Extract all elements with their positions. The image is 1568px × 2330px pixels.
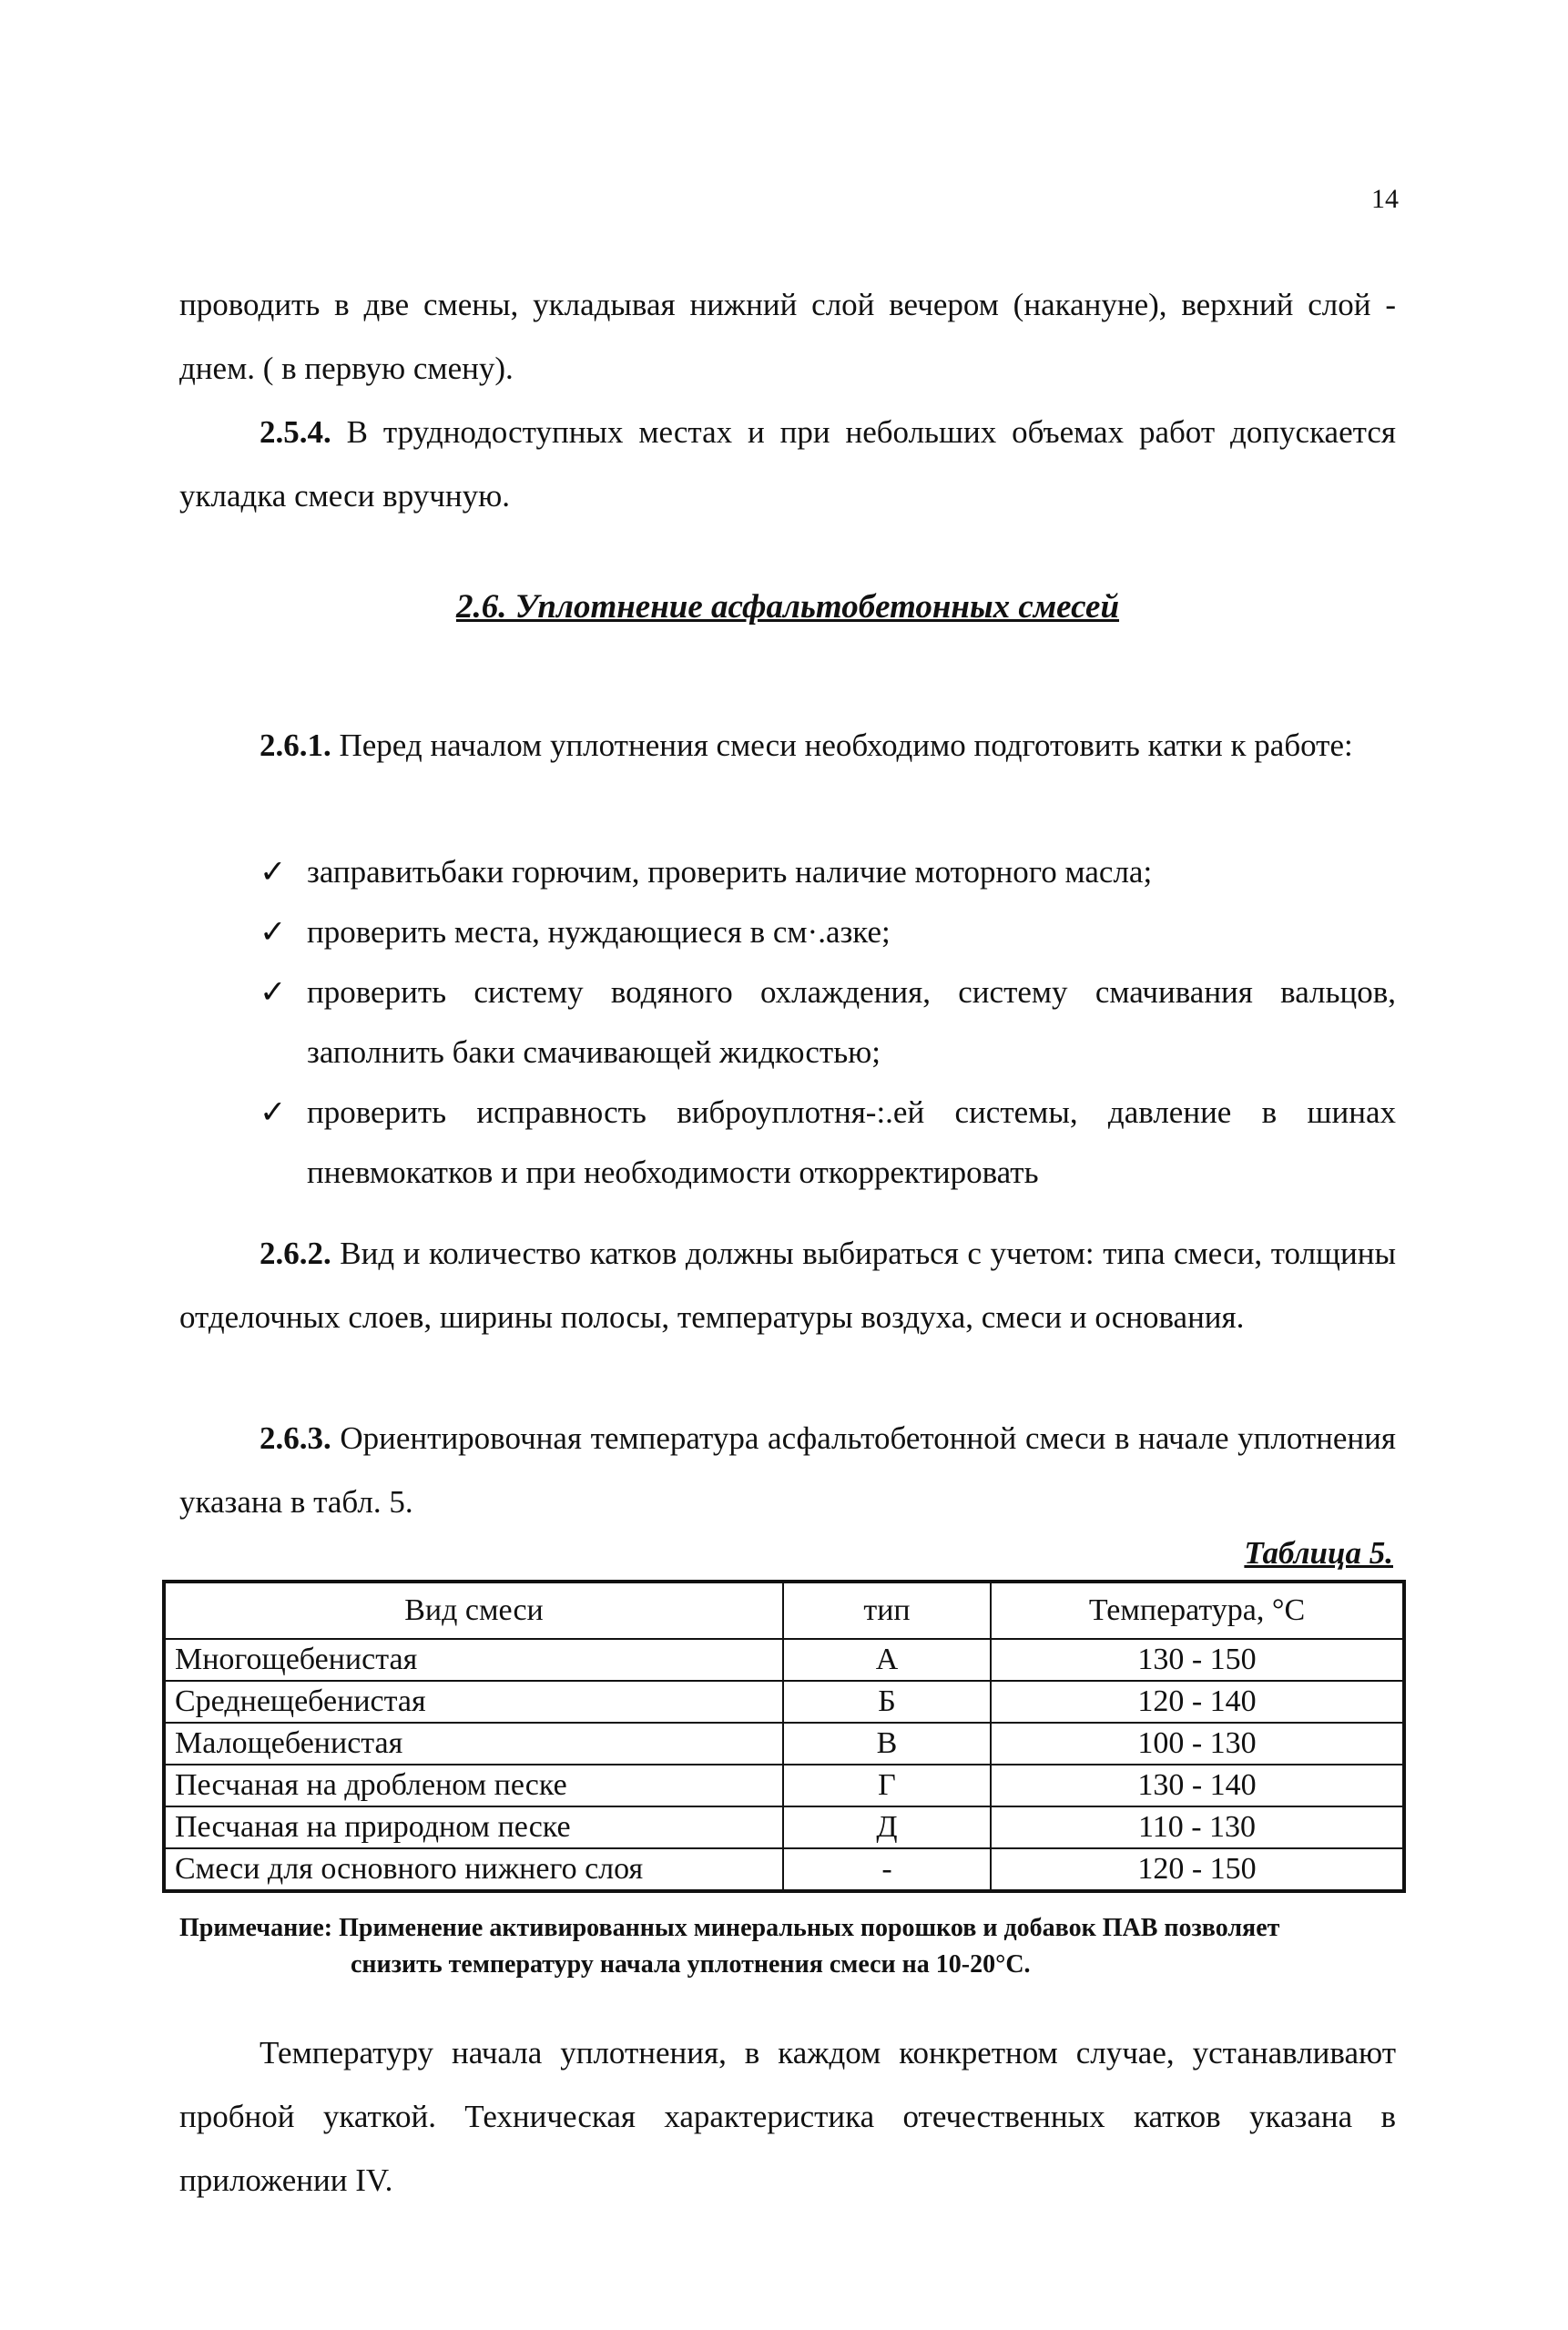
table-row [164, 1806, 1404, 1848]
paragraph-2-6-3 [179, 1407, 1396, 1534]
paragraph-2-5-4 [179, 401, 1396, 528]
paragraph-final: Температуру начала уплотнения, в каждом конкретном случае, устанавливают пробной укаткой. Техническая характеристика отечественных катков указана в приложении IV. [179, 2035, 1396, 2198]
clause-text: Перед началом уплотнения смеси необходимо подготовить катки к работе: [331, 727, 1353, 763]
table-cell: Г [783, 1765, 991, 1806]
table-note [179, 1910, 1400, 1983]
clause-text: Ориентировочная температура асфальтобетонной смеси в начале уплотнения указана в табл. 5. [179, 1420, 1396, 1520]
table-cell: 130 - 140 [991, 1765, 1404, 1806]
table-row [164, 1681, 1404, 1723]
check-icon: ✓ [260, 974, 287, 1010]
paragraph-continuation: проводить в две смены, укладывая нижний слой вечером (накануне), верхний слой - днем. ( в первую смену). [179, 287, 1396, 386]
section-heading: 2.6. Уплотнение асфальтобетонных смесей [455, 588, 1120, 626]
table-cell: 120 - 150 [991, 1848, 1404, 1891]
table-cell: 100 - 130 [991, 1723, 1404, 1765]
checklist-item: ✓ проверить места, нуждающиеся в см·.азке; [179, 902, 1396, 962]
table-row [164, 1848, 1404, 1891]
clause-number: 2.6.3. [260, 1420, 331, 1456]
checklist [179, 842, 1396, 1203]
table-row [164, 1723, 1404, 1765]
check-icon: ✓ [260, 1094, 287, 1130]
clause-number: 2.5.4. [260, 414, 331, 450]
table-cell: Песчаная на природном песке [164, 1806, 783, 1848]
column-header: тип [783, 1582, 991, 1639]
page-number: 14 [1371, 184, 1399, 214]
column-header: Вид смеси [164, 1582, 783, 1639]
check-icon: ✓ [260, 854, 287, 890]
paragraph-2-6-2 [179, 1222, 1396, 1349]
clause-text: В труднодоступных местах и при небольших объемах работ допускается укладка смеси вручную. [179, 414, 1396, 514]
table-cell: Среднещебенистая [164, 1681, 783, 1723]
table-cell: Малощебенистая [164, 1723, 783, 1765]
clause-number: 2.6.2. [260, 1236, 331, 1271]
checklist-item: ✓ проверить исправность виброуплотня-:.ей системы, давление в шинах пневмокатков и при необходимости откорректировать [179, 1083, 1396, 1203]
table-cell: Песчаная на дробленом песке [164, 1765, 783, 1806]
note-line: Примечание: Применение активированных минеральных порошков и добавок ПАВ позволяет [179, 1914, 1280, 1942]
table-row [164, 1639, 1404, 1681]
table-caption: Таблица 5. [1244, 1535, 1393, 1571]
table-cell: 110 - 130 [991, 1806, 1404, 1848]
clause-number: 2.6.1. [260, 727, 331, 763]
table-cell: Д [783, 1806, 991, 1848]
note-line: снизить температуру начала уплотнения смеси на 10-20°С. [351, 1950, 1031, 1979]
table-row [164, 1765, 1404, 1806]
table-cell: Б [783, 1681, 991, 1723]
checklist-item: ✓ заправитьбаки горючим, проверить наличие моторного масла; [179, 842, 1396, 902]
table-cell: А [783, 1639, 991, 1681]
column-header: Температура, °С [991, 1582, 1404, 1639]
table-cell: Многощебенистая [164, 1639, 783, 1681]
table-cell: В [783, 1723, 991, 1765]
table-cell: - [783, 1848, 991, 1891]
temperature-table [162, 1580, 1406, 1893]
checklist-item: ✓ проверить систему водяного охлаждения, систему смачивания вальцов, заполнить баки смачивающей жидкостью; [179, 962, 1396, 1083]
table-cell: Смеси для основного нижнего слоя [164, 1848, 783, 1891]
table-cell: 130 - 150 [991, 1639, 1404, 1681]
table-cell: 120 - 140 [991, 1681, 1404, 1723]
table-header-row [164, 1582, 1404, 1639]
clause-text: Вид и количество катков должны выбираться с учетом: типа смеси, толщины отделочных слоев, ширины полосы, температуры воздуха, смеси и основания. [179, 1236, 1396, 1335]
paragraph-2-6-1 [179, 714, 1396, 778]
check-icon: ✓ [260, 914, 287, 950]
